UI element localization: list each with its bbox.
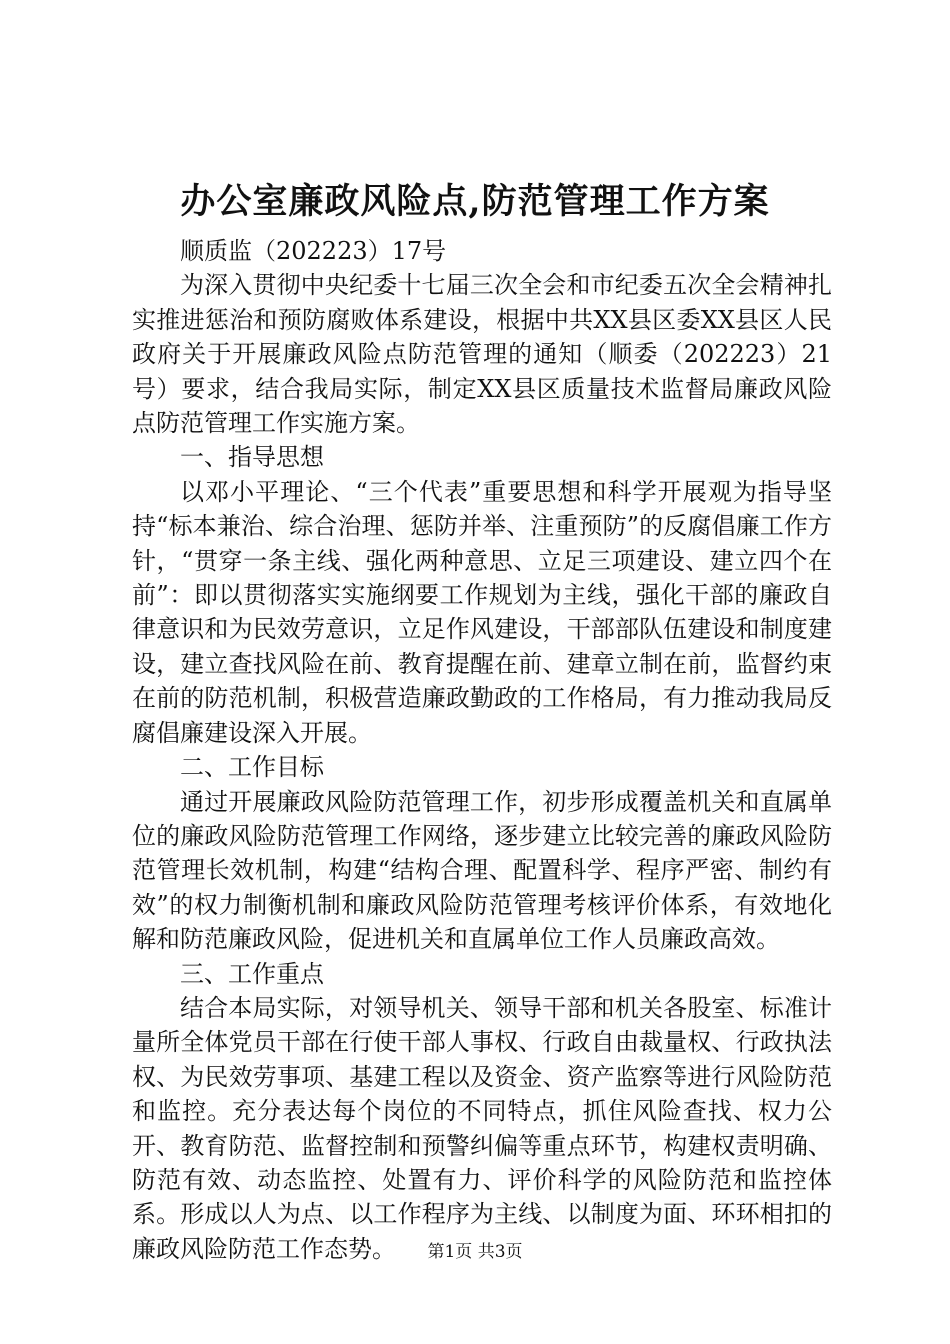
section-heading-work-focus: 三、工作重点: [180, 959, 324, 988]
guiding-ideology-paragraph: 以邓小平理论、“三个代表”重要思想和科学开展观为指导坚持“标本兼治、综合治理、惩防并举、注重预防”的反腐倡廉工作方针，“贯穿一条主线、强化两种意思、立足三项建设、建立四个在前”：即以贯彻落实实施纲要工作规划为主线，强化干部的廉政自律意识和为民效劳意识，立足作风建设，干部部队伍建设和制度建设，建立查找风险在前、教育提醒在前、建章立制在前，监督约束在前的防范机制，积极营造廉政勤政的工作格局，有力推动我局反腐倡廉建设深入开展。: [132, 477, 832, 747]
document-body: [132, 234, 832, 1266]
page-footer: 第1页 共3页: [427, 1242, 523, 1262]
document-number: 顺质监（202223）17号: [180, 237, 447, 265]
section-heading-work-goals: 二、工作目标: [180, 753, 324, 782]
document-title: 办公室廉政风险点,防范管理工作方案: [180, 181, 770, 222]
section-heading-guiding-ideology: 一、指导思想: [180, 443, 324, 472]
intro-paragraph: 为深入贯彻中央纪委十七届三次全会和市纪委五次全会精神扎实推进惩治和预防腐败体系建设，根据中共XX县区委XX县区人民政府关于开展廉政风险点防范管理的通知（顺委（202223）21号）要求，结合我局实际，制定XX县区质量技术监督局廉政风险点防范管理工作实施方案。: [132, 271, 832, 438]
work-focus-paragraph: 结合本局实际，对领导机关、领导干部和机关各股室、标准计量所全体党员干部在行使干部人事权、行政自由裁量权、行政执法权、为民效劳事项、基建工程以及资金、资产监察等进行风险防范和监控。充分表达每个岗位的不同特点，抓住风险查找、权力公开、教育防范、监督控制和预警纠偏等重点环节，构建权责明确、防范有效、动态监控、处置有力、评价科学的风险防范和监控体系。形成以人为点、以工作程序为主线、以制度为面、环环相扣的廉政风险防范工作态势。: [132, 993, 832, 1263]
work-goals-paragraph: 通过开展廉政风险防范管理工作，初步形成覆盖机关和直属单位的廉政风险防范管理工作网络，逐步建立比较完善的廉政风险防范管理长效机制，构建“结构合理、配置科学、程序严密、制约有效”的权力制衡机制和廉政风险防范管理考核评价体系，有效地化解和防范廉政风险，促进机关和直属单位工作人员廉政高效。: [132, 787, 832, 954]
